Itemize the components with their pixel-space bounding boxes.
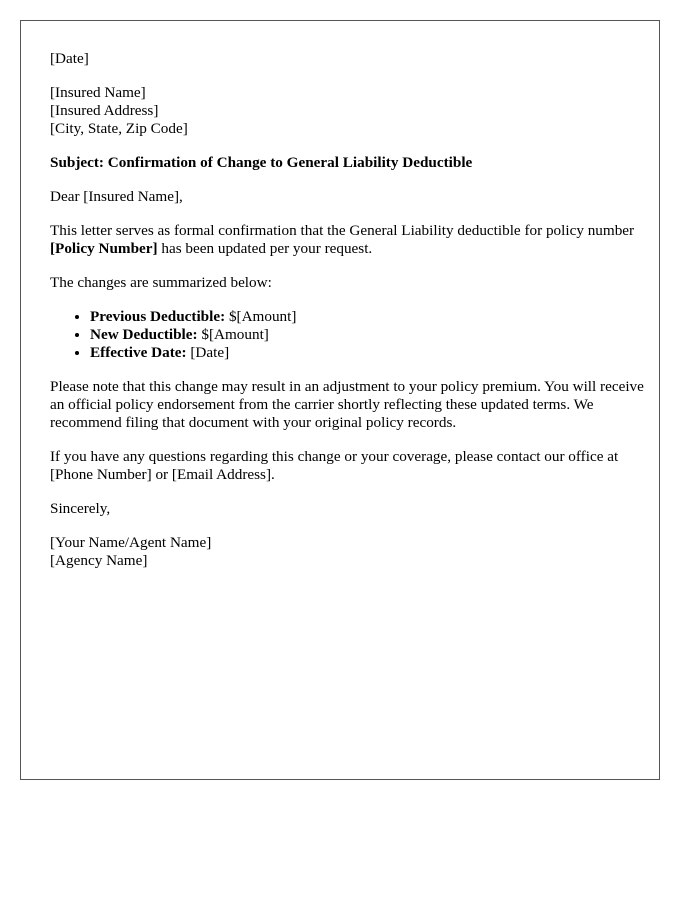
contact-paragraph: If you have any questions regarding this change or your coverage, please contact our office at [Phone Number] or [Email Address]. bbox=[50, 448, 619, 483]
intro-paragraph bbox=[50, 222, 650, 258]
change-value: $[Amount] bbox=[197, 326, 269, 343]
changes-list bbox=[50, 308, 650, 362]
signature-name: [Your Name/Agent Name] bbox=[50, 534, 212, 551]
change-label: New Deductible: bbox=[90, 326, 198, 343]
recipient-city-state-zip: [City, State, Zip Code] bbox=[50, 120, 188, 137]
letter-page bbox=[20, 20, 660, 780]
letter-date: [Date] bbox=[50, 50, 89, 67]
note-paragraph: Please note that this change may result in an adjustment to your policy premium. You will receive an official policy endorsement from the carrier shortly reflecting these updated terms. We recommend filing that document with your original policy records. bbox=[50, 378, 644, 431]
intro-text-after: has been updated per your request. bbox=[157, 240, 373, 257]
closing: Sincerely, bbox=[50, 500, 111, 517]
change-item-new-deductible bbox=[90, 326, 650, 344]
salutation: Dear [Insured Name], bbox=[50, 188, 183, 205]
change-value: $[Amount] bbox=[225, 308, 297, 325]
recipient-name: [Insured Name] bbox=[50, 84, 146, 101]
signature-block bbox=[50, 534, 650, 570]
letter-body bbox=[50, 50, 650, 586]
change-label: Previous Deductible: bbox=[90, 308, 226, 325]
recipient-address: [Insured Address] bbox=[50, 102, 159, 119]
policy-number: [Policy Number] bbox=[50, 240, 158, 257]
change-value: [Date] bbox=[186, 344, 230, 361]
summary-intro: The changes are summarized below: bbox=[50, 274, 272, 291]
signature-agency: [Agency Name] bbox=[50, 552, 148, 569]
recipient-block bbox=[50, 84, 650, 138]
intro-text-before: This letter serves as formal confirmation that the General Liability deductible for policy number bbox=[50, 222, 635, 239]
change-label: Effective Date: bbox=[90, 344, 187, 361]
change-item-effective-date bbox=[90, 344, 650, 362]
change-item-previous-deductible bbox=[90, 308, 650, 326]
letter-subject: Subject: Confirmation of Change to General Liability Deductible bbox=[50, 154, 473, 171]
